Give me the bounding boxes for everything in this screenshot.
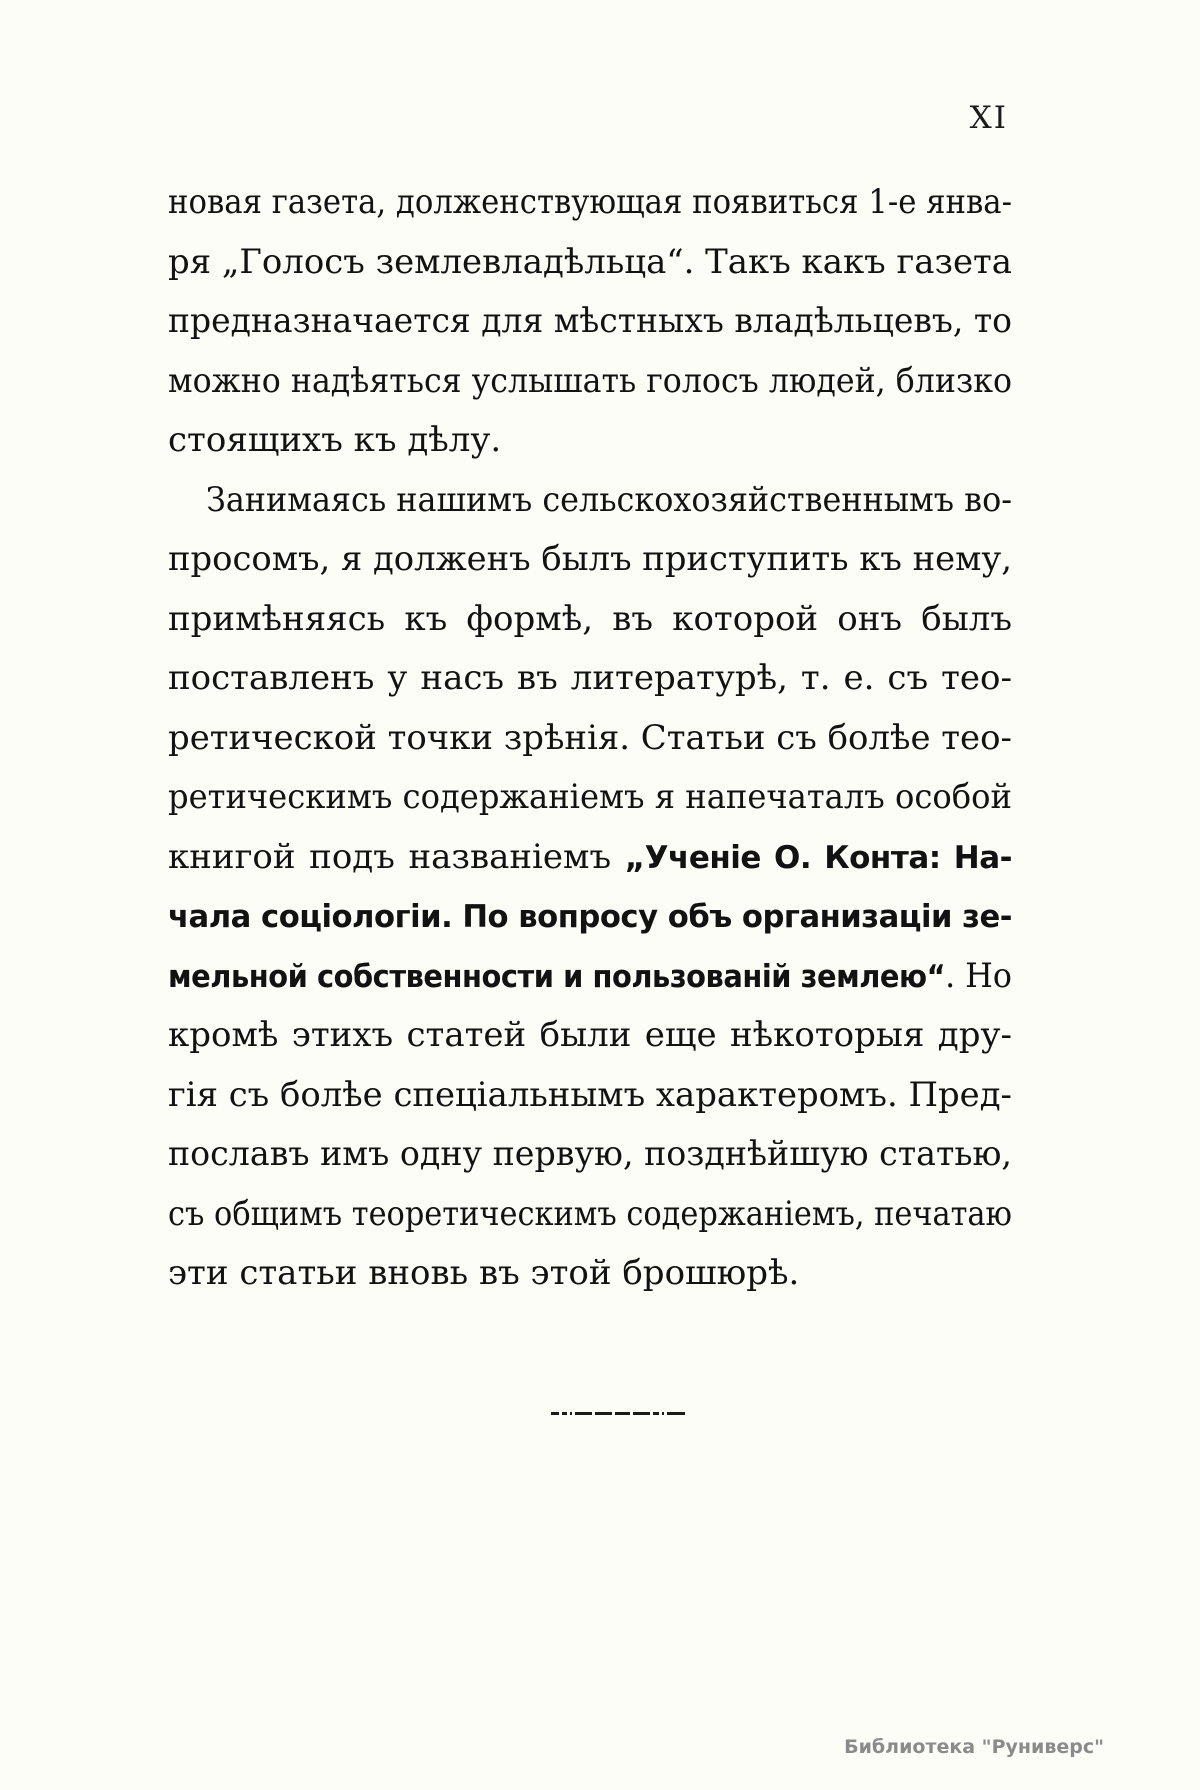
text-segment: поставленъ у насъ въ литературѣ, т. е. съ тео-	[168, 658, 1012, 698]
bold-text-segment: мельной собственности и пользованій землею“	[168, 958, 946, 995]
body-text	[168, 173, 1012, 1304]
text-line	[168, 411, 1012, 471]
dash	[615, 1412, 630, 1415]
text-line	[168, 947, 1012, 1007]
dash	[662, 1412, 664, 1415]
bold-text-segment: чала соціологіи. По вопросу объ организаціи зе-	[168, 899, 1012, 935]
text-segment: стоящихъ къ дѣлу.	[168, 420, 502, 460]
dash	[575, 1412, 592, 1415]
text-segment: Занимаясь нашимъ сельскохозяйственнымъ во-	[206, 479, 1012, 520]
text-line	[168, 352, 1012, 412]
text-line	[168, 887, 1012, 947]
text-line	[168, 1006, 1012, 1066]
dash	[633, 1412, 650, 1415]
text-line	[168, 709, 1012, 769]
text-line	[168, 828, 1012, 888]
dash	[595, 1412, 612, 1415]
dash	[570, 1412, 572, 1415]
text-segment: примѣняясь къ формѣ, въ которой онъ былъ	[168, 598, 1012, 639]
text-segment: . Но	[945, 955, 1012, 996]
text-line	[168, 1244, 1012, 1304]
text-segment: кромѣ этихъ статей были еще нѣкоторыя дру-	[168, 1015, 1012, 1055]
text-line	[168, 590, 1012, 650]
text-segment: ретическимъ содержаніемъ я напечаталъ особой	[168, 777, 1012, 817]
text-line	[168, 649, 1012, 709]
text-line	[168, 1185, 1012, 1245]
dash	[551, 1412, 559, 1415]
text-line	[168, 173, 1012, 233]
dash	[667, 1412, 685, 1415]
bold-text-segment: „Ученіе О. Конта: На-	[624, 839, 1012, 876]
text-segment: книгой подъ названіемъ	[168, 836, 625, 877]
text-segment: предназначается для мѣстныхъ владѣльцевъ, то	[168, 301, 1012, 341]
section-divider-dashed-rule	[551, 1412, 688, 1415]
text-segment: эти статьи вновь въ этой брошюрѣ.	[168, 1253, 800, 1293]
text-segment: новая газета, долженствующая появиться 1-е янва-	[168, 182, 1012, 222]
text-line	[168, 1066, 1012, 1126]
text-segment: съ общимъ теоретическимъ содержаніемъ, печатаю	[168, 1193, 1012, 1234]
text-line	[168, 471, 1012, 531]
library-watermark: Библиотека "Руниверс"	[844, 1736, 1104, 1758]
page-number: XI	[969, 100, 1008, 136]
text-line	[168, 1125, 1012, 1185]
dash	[562, 1412, 567, 1415]
text-line	[168, 530, 1012, 590]
text-line	[168, 233, 1012, 293]
text-segment: ря „Голосъ землевладѣльца“. Такъ какъ газета	[168, 241, 1012, 282]
text-line	[168, 768, 1012, 828]
text-segment: можно надѣяться услышать голосъ людей, близко	[168, 360, 1012, 401]
text-segment: пославъ имъ одну первую, позднѣйшую статью,	[168, 1134, 1012, 1174]
text-segment: просомъ, я долженъ былъ приступить къ нему,	[168, 539, 1012, 579]
text-line	[168, 292, 1012, 352]
text-segment: гія съ болѣе спеціальнымъ характеромъ. Пред-	[168, 1074, 1012, 1115]
dash	[653, 1412, 659, 1415]
text-segment: ретической точки зрѣнія. Статьи съ болѣе тео-	[168, 717, 1012, 758]
